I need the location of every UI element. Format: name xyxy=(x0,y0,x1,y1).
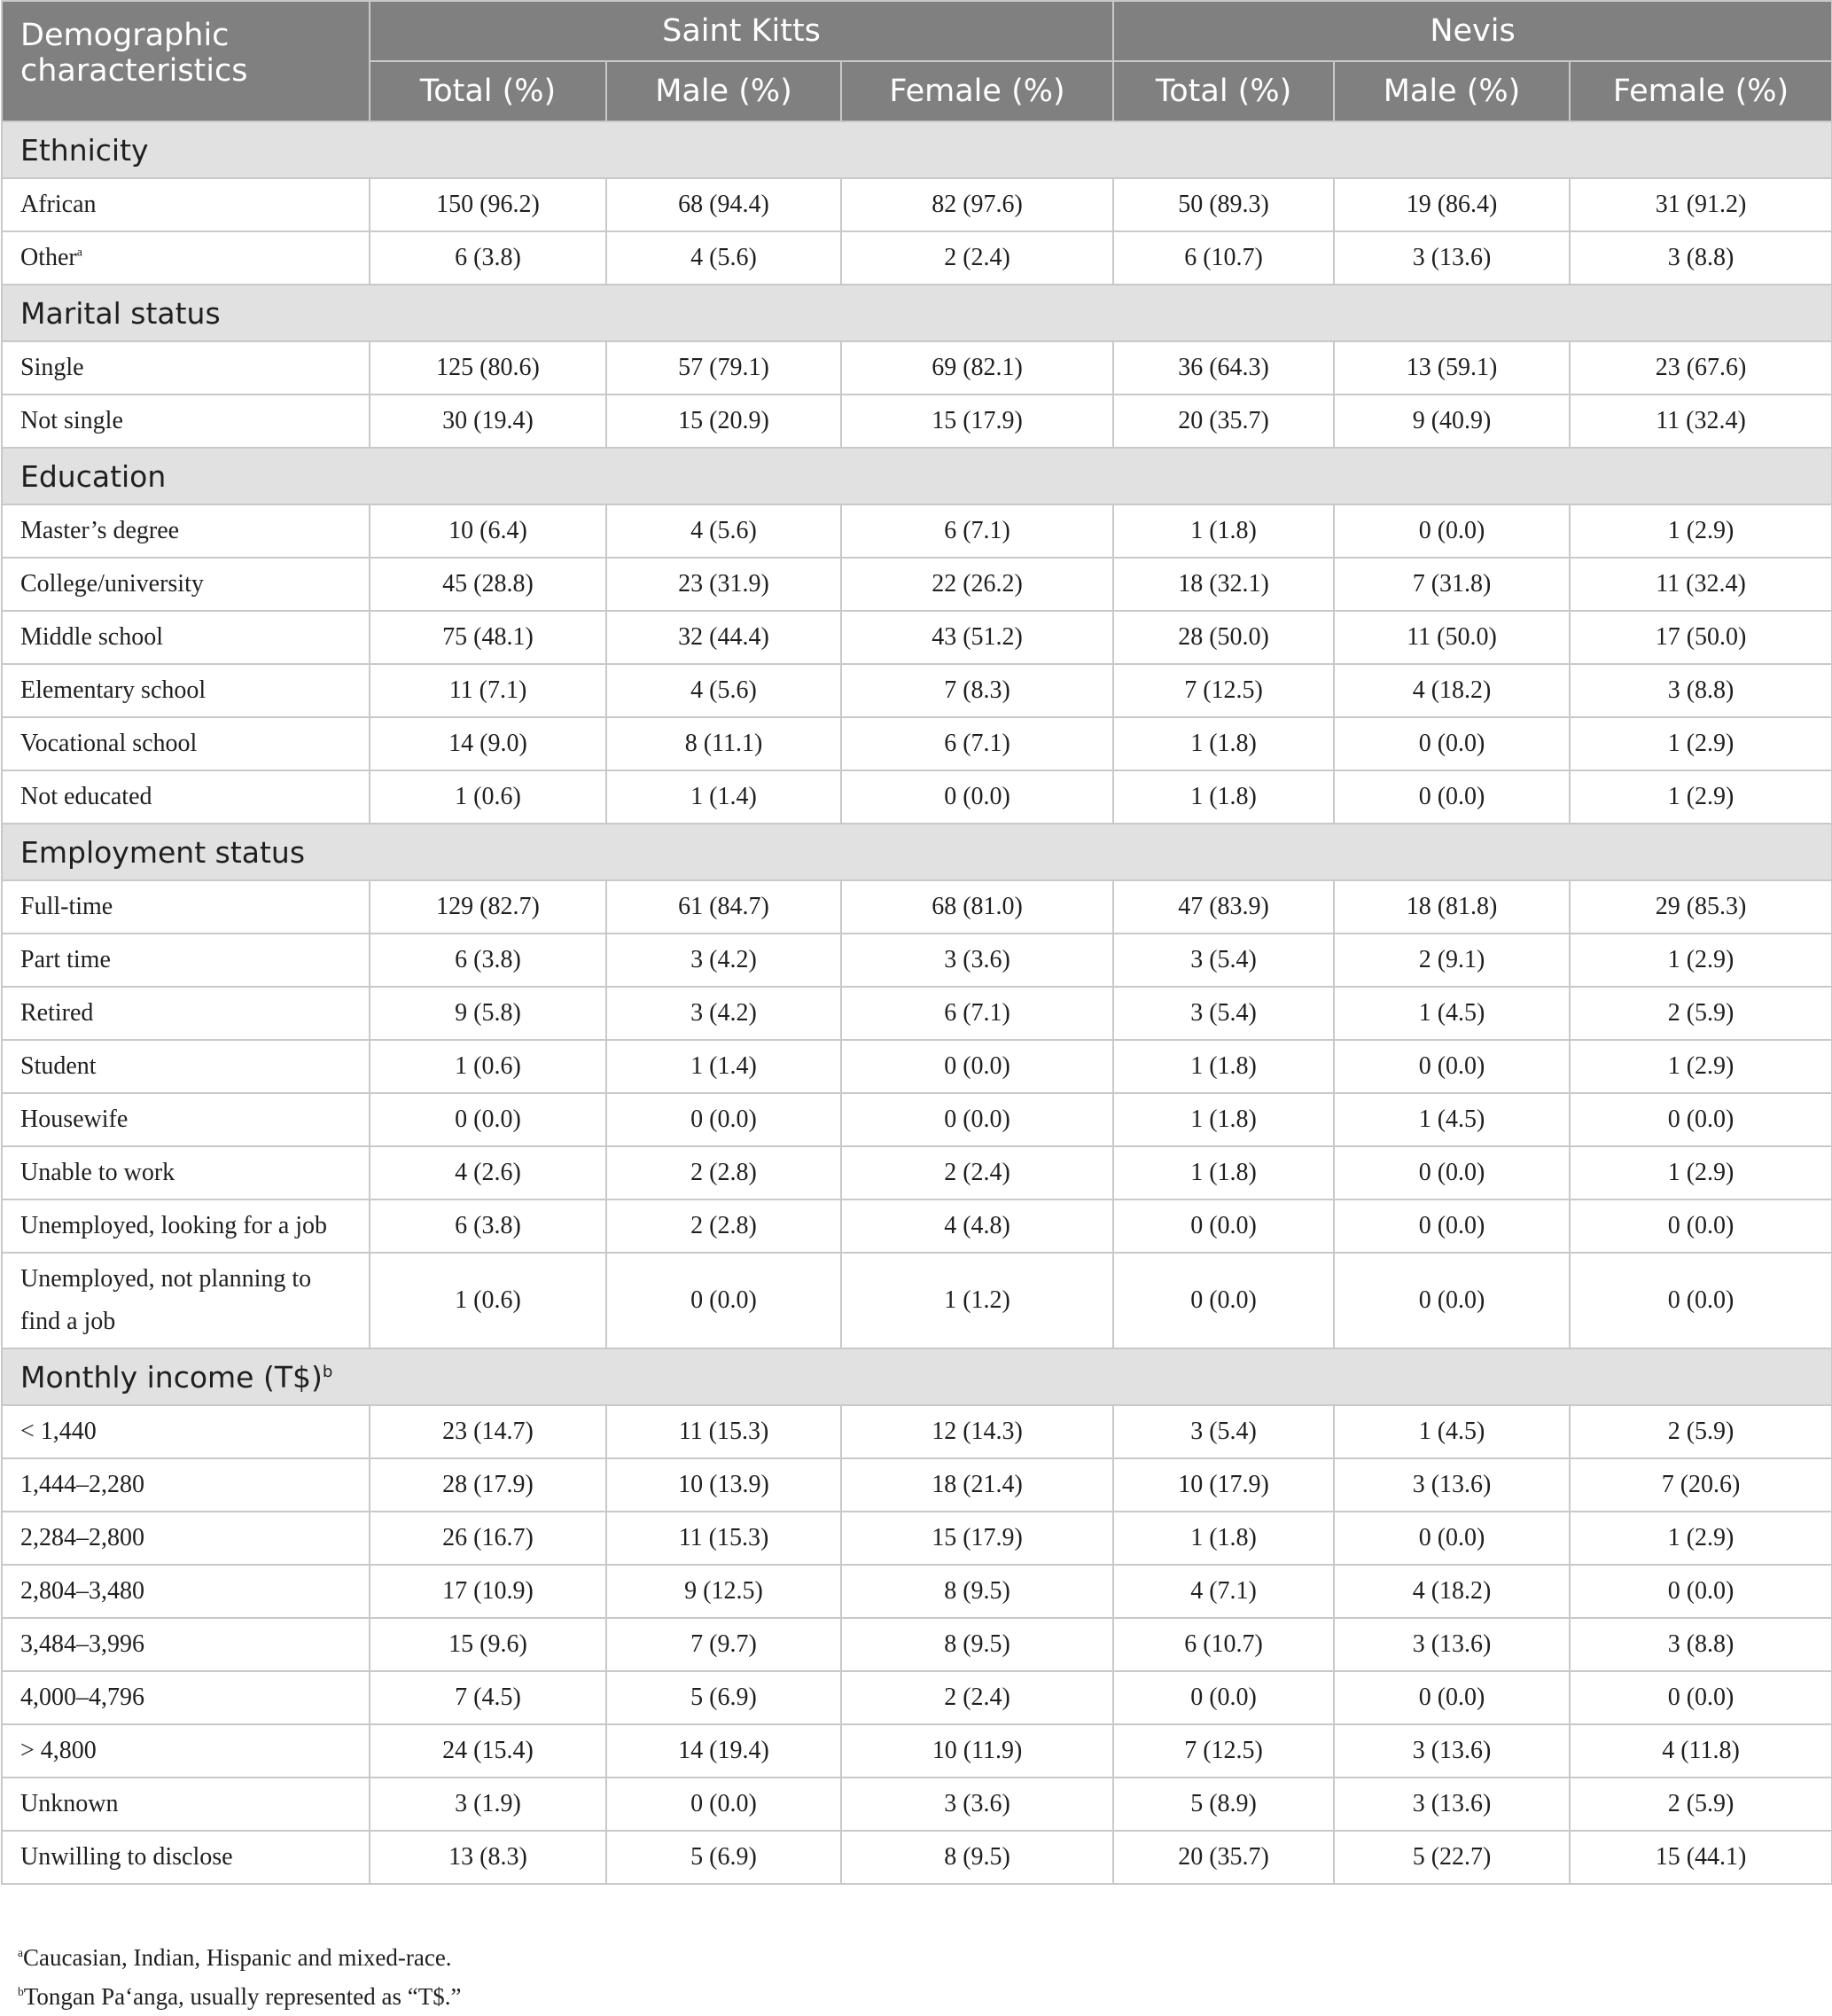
row-label-text: 3,484–3,996 xyxy=(20,1630,144,1658)
cell-nevis-female: 0 (0.0) xyxy=(1570,1093,1832,1146)
row-label-text: Housewife xyxy=(20,1106,129,1133)
cell-saint-kitts-total: 150 (96.2) xyxy=(370,178,606,231)
cell-saint-kitts-female: 18 (21.4) xyxy=(841,1458,1113,1512)
cell-saint-kitts-total: 14 (9.0) xyxy=(370,717,606,770)
cell-saint-kitts-total: 45 (28.8) xyxy=(370,558,606,611)
table-row xyxy=(2,1618,1832,1671)
row-label xyxy=(2,231,370,285)
row-label-text: Single xyxy=(20,354,84,381)
cell-saint-kitts-total: 75 (48.1) xyxy=(370,611,606,664)
cell-saint-kitts-male: 57 (79.1) xyxy=(606,341,841,395)
cell-nevis-male: 0 (0.0) xyxy=(1334,770,1570,824)
row-label xyxy=(2,504,370,558)
cell-nevis-total: 3 (5.4) xyxy=(1113,934,1334,987)
row-label-text-line2: find a job xyxy=(20,1308,116,1335)
cell-saint-kitts-male: 68 (94.4) xyxy=(606,178,841,231)
row-label-text: African xyxy=(20,191,97,218)
cell-nevis-male: 3 (13.6) xyxy=(1334,1458,1570,1512)
cell-nevis-male: 18 (81.8) xyxy=(1334,880,1570,934)
cell-saint-kitts-female: 4 (4.8) xyxy=(841,1199,1113,1253)
cell-saint-kitts-total: 1 (0.6) xyxy=(370,1040,606,1093)
header-saint-kitts-male: Male (%) xyxy=(606,61,841,121)
cell-saint-kitts-male: 1 (1.4) xyxy=(606,1040,841,1093)
cell-saint-kitts-total: 6 (3.8) xyxy=(370,934,606,987)
table-row xyxy=(2,1512,1832,1565)
cell-nevis-total: 7 (12.5) xyxy=(1113,664,1334,717)
header-nevis-female: Female (%) xyxy=(1570,61,1832,121)
row-label xyxy=(2,178,370,231)
cell-nevis-male: 0 (0.0) xyxy=(1334,1253,1570,1348)
cell-saint-kitts-male: 0 (0.0) xyxy=(606,1253,841,1348)
cell-nevis-female: 0 (0.0) xyxy=(1570,1253,1832,1348)
cell-saint-kitts-female: 69 (82.1) xyxy=(841,341,1113,395)
row-label-text: Part time xyxy=(20,946,111,973)
cell-saint-kitts-female: 0 (0.0) xyxy=(841,770,1113,824)
cell-saint-kitts-female: 3 (3.6) xyxy=(841,934,1113,987)
cell-saint-kitts-female: 0 (0.0) xyxy=(841,1093,1113,1146)
cell-nevis-male: 3 (13.6) xyxy=(1334,1618,1570,1671)
row-label xyxy=(2,934,370,987)
cell-nevis-total: 1 (1.8) xyxy=(1113,1093,1334,1146)
table-row xyxy=(2,880,1832,934)
table-row xyxy=(2,770,1832,824)
cell-saint-kitts-total: 24 (15.4) xyxy=(370,1724,606,1778)
row-label-text: Retired xyxy=(20,999,94,1027)
row-label-text: Unemployed, not planning to xyxy=(20,1265,312,1293)
table-row xyxy=(2,1724,1832,1778)
corner-line-1: Demographic xyxy=(20,18,230,53)
cell-nevis-total: 1 (1.8) xyxy=(1113,717,1334,770)
row-label xyxy=(2,1199,370,1253)
cell-nevis-female: 1 (2.9) xyxy=(1570,717,1832,770)
cell-saint-kitts-female: 1 (1.2) xyxy=(841,1253,1113,1348)
table-row xyxy=(2,1671,1832,1724)
cell-nevis-total: 0 (0.0) xyxy=(1113,1671,1334,1724)
row-label xyxy=(2,611,370,664)
table-row xyxy=(2,1146,1832,1199)
cell-nevis-male: 5 (22.7) xyxy=(1334,1831,1570,1884)
table-row xyxy=(2,1565,1832,1618)
table-row xyxy=(2,231,1832,285)
cell-nevis-male: 0 (0.0) xyxy=(1334,717,1570,770)
cell-nevis-female: 2 (5.9) xyxy=(1570,1778,1832,1831)
section-title xyxy=(2,121,1832,178)
cell-nevis-male: 0 (0.0) xyxy=(1334,1199,1570,1253)
cell-saint-kitts-female: 2 (2.4) xyxy=(841,1671,1113,1724)
cell-nevis-total: 1 (1.8) xyxy=(1113,770,1334,824)
cell-saint-kitts-female: 22 (26.2) xyxy=(841,558,1113,611)
cell-saint-kitts-female: 8 (9.5) xyxy=(841,1565,1113,1618)
row-label-text: Other xyxy=(20,244,77,271)
cell-saint-kitts-male: 3 (4.2) xyxy=(606,934,841,987)
header-row-groups xyxy=(2,1,1832,61)
row-label xyxy=(2,1565,370,1618)
cell-saint-kitts-female: 7 (8.3) xyxy=(841,664,1113,717)
header-group-nevis: Nevis xyxy=(1113,1,1832,61)
row-label xyxy=(2,664,370,717)
section-title-text: Monthly income (T$) xyxy=(20,1359,323,1395)
row-label xyxy=(2,1618,370,1671)
cell-nevis-male: 3 (13.6) xyxy=(1334,231,1570,285)
cell-nevis-male: 0 (0.0) xyxy=(1334,504,1570,558)
header-group-saint-kitts: Saint Kitts xyxy=(370,1,1113,61)
cell-nevis-male: 4 (18.2) xyxy=(1334,664,1570,717)
cell-saint-kitts-male: 32 (44.4) xyxy=(606,611,841,664)
cell-saint-kitts-male: 2 (2.8) xyxy=(606,1199,841,1253)
cell-saint-kitts-total: 125 (80.6) xyxy=(370,341,606,395)
cell-nevis-total: 20 (35.7) xyxy=(1113,1831,1334,1884)
cell-nevis-total: 5 (8.9) xyxy=(1113,1778,1334,1831)
cell-saint-kitts-male: 0 (0.0) xyxy=(606,1778,841,1831)
cell-nevis-female: 29 (85.3) xyxy=(1570,880,1832,934)
cell-saint-kitts-total: 129 (82.7) xyxy=(370,880,606,934)
header-demographic-characteristics xyxy=(2,1,370,121)
cell-saint-kitts-female: 2 (2.4) xyxy=(841,1146,1113,1199)
row-label xyxy=(2,1253,370,1348)
cell-nevis-total: 10 (17.9) xyxy=(1113,1458,1334,1512)
table-row xyxy=(2,717,1832,770)
footnote-text: Caucasian, Indian, Hispanic and mixed-race. xyxy=(23,1944,452,1971)
header-nevis-total: Total (%) xyxy=(1113,61,1334,121)
cell-nevis-female: 1 (2.9) xyxy=(1570,504,1832,558)
cell-saint-kitts-male: 8 (11.1) xyxy=(606,717,841,770)
cell-saint-kitts-male: 11 (15.3) xyxy=(606,1512,841,1565)
footnote-mark: b xyxy=(18,1985,24,1998)
row-label xyxy=(2,1146,370,1199)
cell-saint-kitts-male: 5 (6.9) xyxy=(606,1831,841,1884)
cell-nevis-male: 9 (40.9) xyxy=(1334,395,1570,448)
section-title xyxy=(2,1348,1832,1405)
cell-saint-kitts-total: 23 (14.7) xyxy=(370,1405,606,1458)
table-row xyxy=(2,664,1832,717)
table-row xyxy=(2,611,1832,664)
table-row xyxy=(2,1405,1832,1458)
row-label xyxy=(2,880,370,934)
cell-nevis-total: 36 (64.3) xyxy=(1113,341,1334,395)
cell-saint-kitts-female: 15 (17.9) xyxy=(841,1512,1113,1565)
cell-nevis-male: 0 (0.0) xyxy=(1334,1146,1570,1199)
cell-saint-kitts-male: 3 (4.2) xyxy=(606,987,841,1040)
cell-nevis-female: 2 (5.9) xyxy=(1570,987,1832,1040)
cell-saint-kitts-total: 6 (3.8) xyxy=(370,1199,606,1253)
cell-nevis-male: 0 (0.0) xyxy=(1334,1671,1570,1724)
cell-nevis-total: 3 (5.4) xyxy=(1113,1405,1334,1458)
cell-nevis-total: 3 (5.4) xyxy=(1113,987,1334,1040)
header-saint-kitts-total: Total (%) xyxy=(370,61,606,121)
table-row xyxy=(2,987,1832,1040)
row-label-text: College/university xyxy=(20,570,204,598)
cell-nevis-female: 7 (20.6) xyxy=(1570,1458,1832,1512)
cell-saint-kitts-female: 15 (17.9) xyxy=(841,395,1113,448)
cell-nevis-total: 6 (10.7) xyxy=(1113,231,1334,285)
cell-saint-kitts-male: 7 (9.7) xyxy=(606,1618,841,1671)
row-footnote-mark: a xyxy=(76,246,82,260)
section-row-education xyxy=(2,448,1832,504)
section-title xyxy=(2,448,1832,504)
row-label xyxy=(2,1512,370,1565)
row-label-text: Middle school xyxy=(20,623,163,651)
row-label xyxy=(2,341,370,395)
table-row xyxy=(2,504,1832,558)
cell-nevis-total: 1 (1.8) xyxy=(1113,1040,1334,1093)
row-label xyxy=(2,1671,370,1724)
cell-saint-kitts-total: 4 (2.6) xyxy=(370,1146,606,1199)
footnote-b xyxy=(18,1977,461,2016)
cell-nevis-male: 3 (13.6) xyxy=(1334,1778,1570,1831)
cell-saint-kitts-total: 13 (8.3) xyxy=(370,1831,606,1884)
cell-saint-kitts-female: 6 (7.1) xyxy=(841,504,1113,558)
row-label xyxy=(2,987,370,1040)
cell-nevis-total: 47 (83.9) xyxy=(1113,880,1334,934)
cell-nevis-female: 3 (8.8) xyxy=(1570,664,1832,717)
row-label-text: Unable to work xyxy=(20,1159,175,1186)
demographics-table xyxy=(1,0,1832,1885)
cell-nevis-female: 1 (2.9) xyxy=(1570,770,1832,824)
cell-saint-kitts-total: 6 (3.8) xyxy=(370,231,606,285)
table-row xyxy=(2,934,1832,987)
row-label-text: Not single xyxy=(20,407,123,434)
cell-nevis-total: 50 (89.3) xyxy=(1113,178,1334,231)
row-label-text: 2,804–3,480 xyxy=(20,1577,144,1605)
table-row xyxy=(2,1831,1832,1884)
cell-saint-kitts-total: 0 (0.0) xyxy=(370,1093,606,1146)
section-title-text: Education xyxy=(20,458,167,494)
cell-saint-kitts-male: 23 (31.9) xyxy=(606,558,841,611)
cell-nevis-male: 0 (0.0) xyxy=(1334,1512,1570,1565)
cell-saint-kitts-total: 26 (16.7) xyxy=(370,1512,606,1565)
row-label-text: Elementary school xyxy=(20,676,207,704)
cell-nevis-total: 4 (7.1) xyxy=(1113,1565,1334,1618)
cell-saint-kitts-total: 30 (19.4) xyxy=(370,395,606,448)
cell-saint-kitts-male: 2 (2.8) xyxy=(606,1146,841,1199)
cell-saint-kitts-female: 3 (3.6) xyxy=(841,1778,1113,1831)
cell-saint-kitts-total: 15 (9.6) xyxy=(370,1618,606,1671)
cell-saint-kitts-total: 1 (0.6) xyxy=(370,770,606,824)
cell-nevis-female: 15 (44.1) xyxy=(1570,1831,1832,1884)
corner-line-2: characteristics xyxy=(20,53,248,89)
cell-saint-kitts-total: 7 (4.5) xyxy=(370,1671,606,1724)
row-label xyxy=(2,1724,370,1778)
cell-nevis-male: 2 (9.1) xyxy=(1334,934,1570,987)
section-title-text: Employment status xyxy=(20,834,306,870)
cell-nevis-male: 0 (0.0) xyxy=(1334,1040,1570,1093)
cell-saint-kitts-female: 2 (2.4) xyxy=(841,231,1113,285)
section-row-employment-status xyxy=(2,824,1832,880)
cell-nevis-female: 23 (67.6) xyxy=(1570,341,1832,395)
cell-nevis-female: 1 (2.9) xyxy=(1570,1040,1832,1093)
table-row xyxy=(2,558,1832,611)
cell-nevis-female: 2 (5.9) xyxy=(1570,1405,1832,1458)
row-label xyxy=(2,1405,370,1458)
cell-saint-kitts-male: 10 (13.9) xyxy=(606,1458,841,1512)
cell-saint-kitts-female: 68 (81.0) xyxy=(841,880,1113,934)
cell-nevis-female: 11 (32.4) xyxy=(1570,395,1832,448)
row-label xyxy=(2,395,370,448)
table-row xyxy=(2,341,1832,395)
cell-nevis-female: 3 (8.8) xyxy=(1570,231,1832,285)
cell-saint-kitts-male: 61 (84.7) xyxy=(606,880,841,934)
cell-saint-kitts-male: 9 (12.5) xyxy=(606,1565,841,1618)
cell-nevis-female: 31 (91.2) xyxy=(1570,178,1832,231)
cell-saint-kitts-female: 12 (14.3) xyxy=(841,1405,1113,1458)
table-row xyxy=(2,1093,1832,1146)
cell-saint-kitts-male: 0 (0.0) xyxy=(606,1093,841,1146)
cell-nevis-female: 4 (11.8) xyxy=(1570,1724,1832,1778)
cell-saint-kitts-male: 14 (19.4) xyxy=(606,1724,841,1778)
cell-saint-kitts-female: 8 (9.5) xyxy=(841,1831,1113,1884)
footnote-text: Tongan Pa‘anga, usually represented as “T$.” xyxy=(23,1983,462,2010)
cell-nevis-female: 11 (32.4) xyxy=(1570,558,1832,611)
row-label-text: Full-time xyxy=(20,893,113,920)
cell-nevis-total: 6 (10.7) xyxy=(1113,1618,1334,1671)
cell-nevis-female: 3 (8.8) xyxy=(1570,1618,1832,1671)
cell-saint-kitts-total: 17 (10.9) xyxy=(370,1565,606,1618)
cell-saint-kitts-male: 1 (1.4) xyxy=(606,770,841,824)
table-row xyxy=(2,178,1832,231)
row-label-text: Vocational school xyxy=(20,730,198,757)
row-label-text: < 1,440 xyxy=(20,1418,97,1445)
cell-saint-kitts-male: 4 (5.6) xyxy=(606,664,841,717)
cell-nevis-female: 17 (50.0) xyxy=(1570,611,1832,664)
cell-nevis-total: 7 (12.5) xyxy=(1113,1724,1334,1778)
cell-saint-kitts-male: 4 (5.6) xyxy=(606,504,841,558)
cell-saint-kitts-male: 15 (20.9) xyxy=(606,395,841,448)
table-row xyxy=(2,1253,1832,1348)
section-title xyxy=(2,285,1832,341)
row-label-text: Unwilling to disclose xyxy=(20,1843,233,1871)
cell-nevis-total: 0 (0.0) xyxy=(1113,1253,1334,1348)
section-title xyxy=(2,824,1832,880)
section-row-marital-status xyxy=(2,285,1832,341)
cell-saint-kitts-female: 6 (7.1) xyxy=(841,717,1113,770)
cell-nevis-female: 1 (2.9) xyxy=(1570,934,1832,987)
footnote-a xyxy=(18,1938,461,1977)
table-row xyxy=(2,1199,1832,1253)
cell-nevis-female: 0 (0.0) xyxy=(1570,1565,1832,1618)
row-label-text: Unknown xyxy=(20,1790,119,1817)
table-header xyxy=(2,1,1832,121)
section-row-ethnicity xyxy=(2,121,1832,178)
footnotes xyxy=(18,1938,461,2016)
cell-saint-kitts-female: 0 (0.0) xyxy=(841,1040,1113,1093)
row-label-text: 2,284–2,800 xyxy=(20,1524,144,1551)
row-label xyxy=(2,1458,370,1512)
cell-nevis-female: 1 (2.9) xyxy=(1570,1512,1832,1565)
row-label-text: 1,444–2,280 xyxy=(20,1471,144,1498)
row-label xyxy=(2,770,370,824)
section-title-text: Ethnicity xyxy=(20,132,149,168)
section-footnote-mark: b xyxy=(322,1362,333,1381)
cell-nevis-female: 1 (2.9) xyxy=(1570,1146,1832,1199)
row-label-text: 4,000–4,796 xyxy=(20,1684,144,1711)
row-label-text: Unemployed, looking for a job xyxy=(20,1212,328,1239)
cell-nevis-total: 18 (32.1) xyxy=(1113,558,1334,611)
cell-saint-kitts-female: 82 (97.6) xyxy=(841,178,1113,231)
header-nevis-male: Male (%) xyxy=(1334,61,1570,121)
row-label xyxy=(2,1093,370,1146)
row-label xyxy=(2,1831,370,1884)
table-row xyxy=(2,1778,1832,1831)
row-label xyxy=(2,1778,370,1831)
cell-nevis-female: 0 (0.0) xyxy=(1570,1199,1832,1253)
cell-saint-kitts-total: 1 (0.6) xyxy=(370,1253,606,1348)
row-label xyxy=(2,558,370,611)
cell-nevis-male: 3 (13.6) xyxy=(1334,1724,1570,1778)
row-label xyxy=(2,1040,370,1093)
cell-nevis-male: 19 (86.4) xyxy=(1334,178,1570,231)
cell-nevis-male: 13 (59.1) xyxy=(1334,341,1570,395)
cell-nevis-male: 1 (4.5) xyxy=(1334,1093,1570,1146)
cell-saint-kitts-male: 11 (15.3) xyxy=(606,1405,841,1458)
cell-saint-kitts-total: 10 (6.4) xyxy=(370,504,606,558)
cell-saint-kitts-male: 5 (6.9) xyxy=(606,1671,841,1724)
cell-nevis-male: 11 (50.0) xyxy=(1334,611,1570,664)
cell-nevis-male: 7 (31.8) xyxy=(1334,558,1570,611)
row-label-text: Not educated xyxy=(20,783,152,810)
section-title-text: Marital status xyxy=(20,295,221,331)
row-label xyxy=(2,717,370,770)
cell-nevis-male: 4 (18.2) xyxy=(1334,1565,1570,1618)
cell-saint-kitts-female: 6 (7.1) xyxy=(841,987,1113,1040)
cell-saint-kitts-total: 3 (1.9) xyxy=(370,1778,606,1831)
cell-nevis-total: 1 (1.8) xyxy=(1113,504,1334,558)
cell-saint-kitts-total: 11 (7.1) xyxy=(370,664,606,717)
cell-nevis-total: 1 (1.8) xyxy=(1113,1146,1334,1199)
section-row-monthly-income-t xyxy=(2,1348,1832,1405)
cell-saint-kitts-female: 10 (11.9) xyxy=(841,1724,1113,1778)
cell-nevis-total: 28 (50.0) xyxy=(1113,611,1334,664)
table-row xyxy=(2,1040,1832,1093)
cell-nevis-total: 1 (1.8) xyxy=(1113,1512,1334,1565)
cell-saint-kitts-female: 43 (51.2) xyxy=(841,611,1113,664)
row-label-text: Student xyxy=(20,1052,97,1080)
footnote-mark: a xyxy=(18,1946,23,1959)
row-label-text: Master’s degree xyxy=(20,517,180,544)
table-row xyxy=(2,1458,1832,1512)
cell-nevis-male: 1 (4.5) xyxy=(1334,1405,1570,1458)
header-saint-kitts-female: Female (%) xyxy=(841,61,1113,121)
cell-nevis-total: 0 (0.0) xyxy=(1113,1199,1334,1253)
cell-saint-kitts-male: 4 (5.6) xyxy=(606,231,841,285)
cell-nevis-male: 1 (4.5) xyxy=(1334,987,1570,1040)
table-row xyxy=(2,395,1832,448)
cell-nevis-total: 20 (35.7) xyxy=(1113,395,1334,448)
cell-saint-kitts-total: 28 (17.9) xyxy=(370,1458,606,1512)
cell-nevis-female: 0 (0.0) xyxy=(1570,1671,1832,1724)
table-body xyxy=(2,121,1832,1884)
cell-saint-kitts-total: 9 (5.8) xyxy=(370,987,606,1040)
cell-saint-kitts-female: 8 (9.5) xyxy=(841,1618,1113,1671)
row-label-text: > 4,800 xyxy=(20,1737,97,1764)
